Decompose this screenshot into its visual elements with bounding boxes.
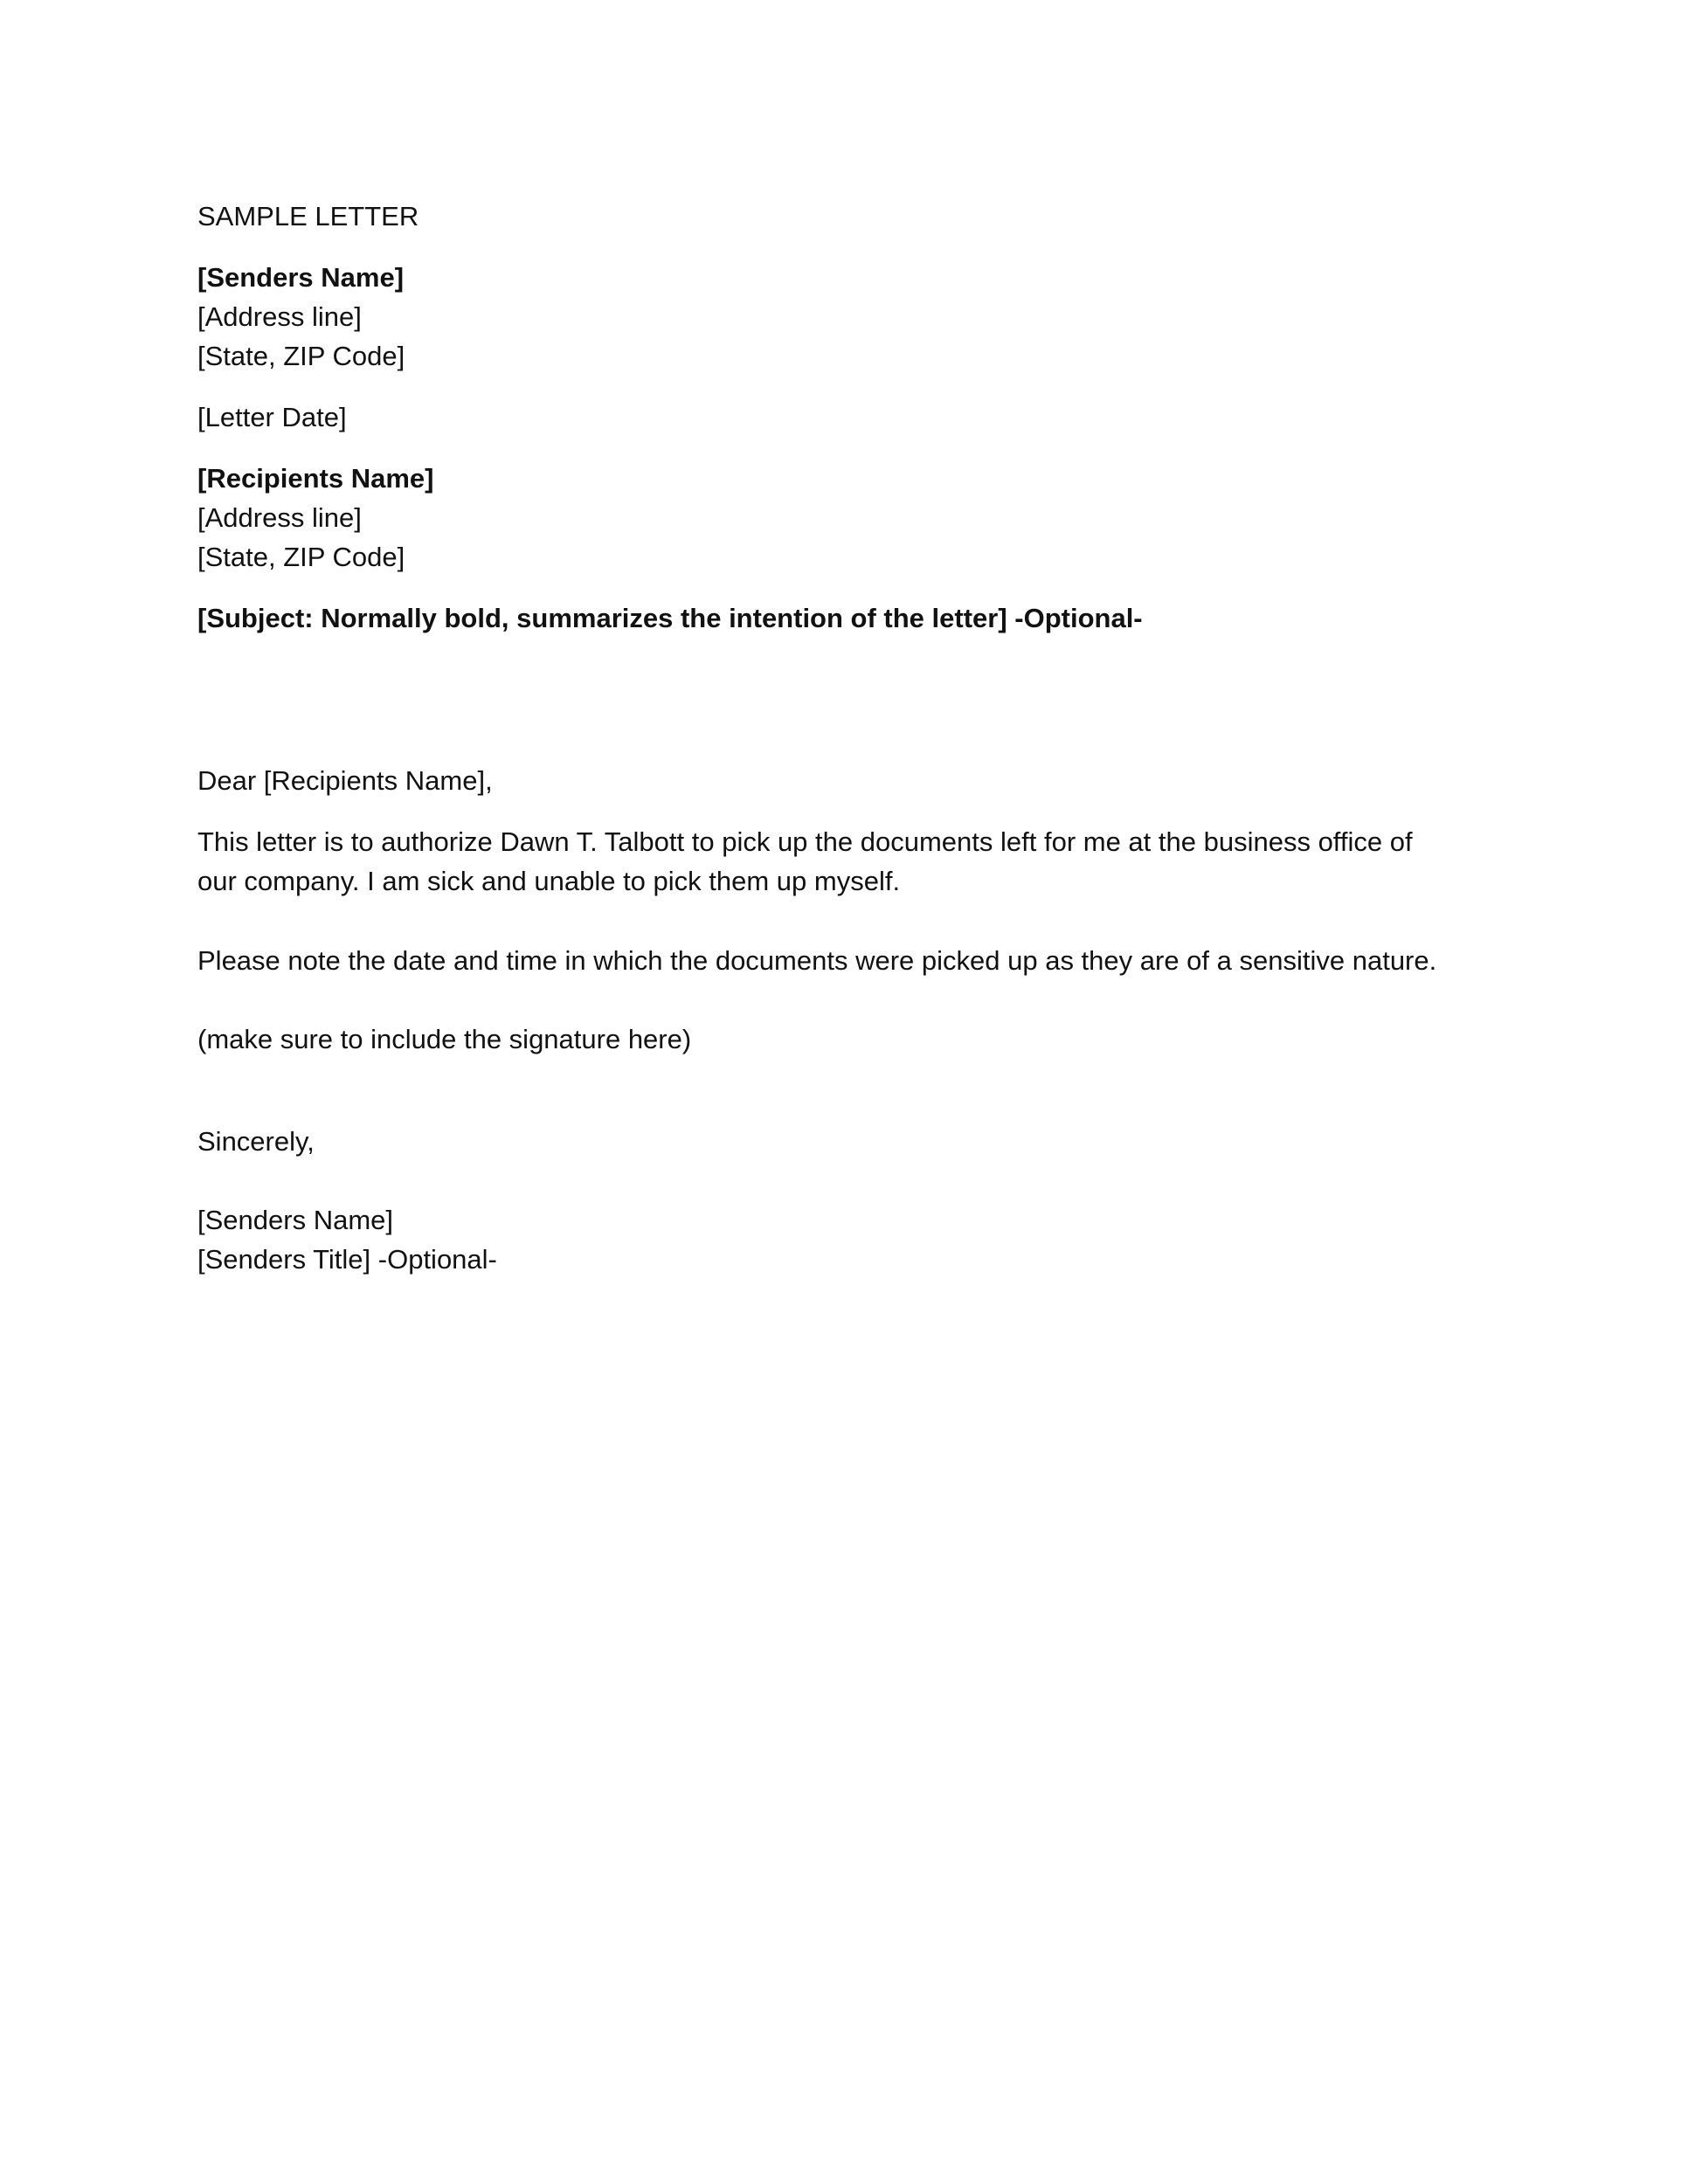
- sender-state-zip: [State, ZIP Code]: [197, 341, 405, 371]
- recipient-address: [Address line]: [197, 502, 362, 533]
- letter-date: [Letter Date]: [197, 402, 347, 432]
- body-paragraph-1-line-1: This letter is to authorize Dawn T. Talbott to pick up the documents left for me at the business office of: [197, 826, 1413, 857]
- salutation: Dear [Recipients Name],: [197, 765, 493, 796]
- signoff-name: [Senders Name]: [197, 1205, 393, 1235]
- recipient-state-zip: [State, ZIP Code]: [197, 542, 405, 572]
- closing: Sincerely,: [197, 1126, 315, 1157]
- recipient-name: [Recipients Name]: [197, 463, 434, 494]
- signoff-title: [Senders Title] -Optional-: [197, 1244, 497, 1275]
- sender-name: [Senders Name]: [197, 262, 405, 293]
- signature-note: (make sure to include the signature here): [197, 1024, 692, 1054]
- body-paragraph-1-line-2: our company. I am sick and unable to pick them up myself.: [197, 866, 901, 896]
- body-paragraph-2: Please note the date and time in which the documents were picked up as they are of a sensitive nature.: [197, 945, 1437, 976]
- letter-heading: SAMPLE LETTER: [197, 201, 419, 232]
- sender-address: [Address line]: [197, 301, 362, 332]
- letter-subject: [Subject: Normally bold, summarizes the intention of the letter] -Optional-: [197, 603, 1143, 633]
